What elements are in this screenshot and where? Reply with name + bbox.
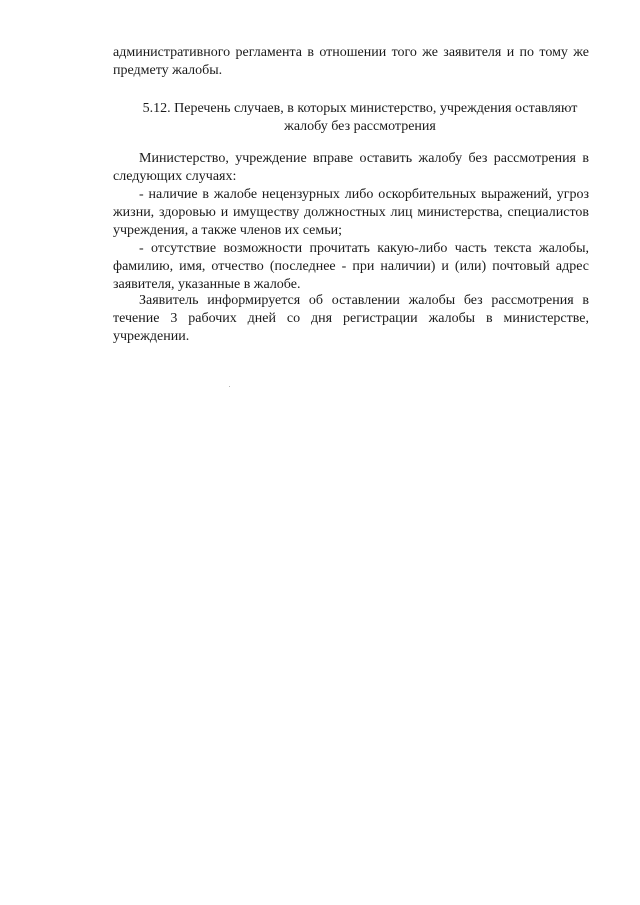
section-heading-line-2: жалобу без рассмотрения: [284, 119, 436, 134]
paragraph-intro: Министерство, учреждение вправе оставить жалобу без рассмотрения в следующих случаях:: [113, 151, 589, 184]
paragraph-continuation: административного регламента в отношении того же заявителя и по тому же предмету жалобы.: [113, 45, 589, 78]
list-item-obscene-language: - наличие в жалобе нецензурных либо оскорбительных выражений, угроз жизни, здоровью и имуществу должностных лиц министерства, специалистов учреждения, а также членов их семьи;: [113, 187, 589, 238]
paragraph-notification: Заявитель информируется об оставлении жалобы без рассмотрения в течение 3 рабочих дней со дня регистрации жалобы в министерстве, учреждении.: [113, 293, 589, 344]
scan-speck: [229, 386, 230, 387]
section-heading-line-1: 5.12. Перечень случаев, в которых министерство, учреждения оставляют: [142, 101, 578, 116]
list-item-unreadable-text: - отсутствие возможности прочитать какую-либо часть текста жалобы, фамилию, имя, отчество (последнее - при наличии) и (или) почтовый адрес заявителя, указанные в жалобе.: [113, 241, 589, 292]
section-heading: [113, 100, 589, 136]
